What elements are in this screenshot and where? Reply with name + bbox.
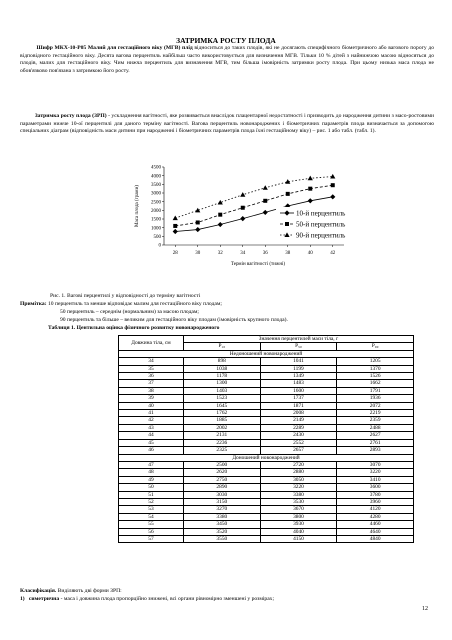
x-tick-label: 34 bbox=[240, 251, 246, 256]
table-row bbox=[119, 484, 414, 491]
x-tick-label: 40 bbox=[307, 251, 313, 256]
table-row bbox=[119, 395, 414, 402]
table-row bbox=[119, 439, 414, 446]
note-line-1 bbox=[20, 301, 222, 309]
cell-length: 47 bbox=[119, 461, 184, 468]
y-tick-label: 500 bbox=[153, 234, 161, 240]
group-term: Доношений новонароджений bbox=[119, 454, 414, 461]
cell-value: 1885 bbox=[184, 417, 261, 424]
cell-value: 3050 bbox=[260, 476, 337, 483]
table-row bbox=[119, 424, 414, 431]
paragraph-zrp bbox=[20, 113, 434, 136]
cell-value: 3380 bbox=[184, 513, 261, 520]
y-tick-label: 2500 bbox=[151, 200, 161, 206]
x-tick-label: 32 bbox=[217, 251, 223, 256]
cell-value: 3220 bbox=[260, 484, 337, 491]
data-point bbox=[173, 224, 177, 228]
table-row bbox=[119, 417, 414, 424]
table-row bbox=[119, 402, 414, 409]
cell-value: 3150 bbox=[184, 498, 261, 505]
classification-text: Виділяють дві форми ЗРП: bbox=[56, 588, 122, 594]
cell-value: 3450 bbox=[184, 521, 261, 528]
cell-value: 1762 bbox=[184, 410, 261, 417]
cell-value: 1483 bbox=[260, 380, 337, 387]
cell-value: 1737 bbox=[260, 395, 337, 402]
cell-length: 36 bbox=[119, 373, 184, 380]
cell-value: 2488 bbox=[337, 424, 414, 431]
table-row bbox=[119, 535, 414, 542]
cell-value: 3930 bbox=[260, 521, 337, 528]
cell-length: 53 bbox=[119, 506, 184, 513]
note-line-2: 50 перцентиль – середнім (нормальним) за масою плодам; bbox=[60, 309, 199, 315]
x-tick-label: 38 bbox=[285, 251, 291, 256]
y-tick-label: 4000 bbox=[151, 174, 161, 180]
zrp-text: - ускладнення вагітності, яке розвивається внаслідок плацентарної недостатності і призводить до народження дитини з масо-ростовими параметрами нижче 10-ої перцентилі для даного терміну вагітності. Вагова перцентиль новонароджених і біометричних параметрів плода визначається за допомогою спеціальних діаграм (відповідність маси дитини при народженні і біометричних параметрів плода їхні гестаційному віку) – рис. 1 або табл. (табл. 1). bbox=[20, 113, 434, 135]
cell-length: 39 bbox=[119, 395, 184, 402]
table-caption: Таблиця 1. Центильна оцінка фізичного розвитку новонародженого bbox=[48, 325, 220, 331]
legend-label: 90-й перцентиль bbox=[296, 231, 346, 240]
cell-value: 2620 bbox=[184, 469, 261, 476]
cell-value: 1600 bbox=[260, 387, 337, 394]
cell-value: 2072 bbox=[337, 402, 414, 409]
cell-value: 1403 bbox=[184, 387, 261, 394]
item-number: 1) bbox=[20, 596, 25, 602]
data-point bbox=[263, 199, 267, 203]
y-tick-label: 1500 bbox=[151, 217, 161, 223]
table-row bbox=[119, 498, 414, 505]
data-point bbox=[218, 222, 223, 227]
cell-value: 1199 bbox=[260, 365, 337, 372]
cell-value: 2002 bbox=[184, 424, 261, 431]
cell-value: 2890 bbox=[184, 484, 261, 491]
cell-value: 1349 bbox=[260, 373, 337, 380]
cell-value: 1041 bbox=[260, 358, 337, 365]
x-tick-label: 36 bbox=[262, 251, 268, 256]
cell-length: 56 bbox=[119, 528, 184, 535]
data-point bbox=[331, 183, 335, 187]
x-tick-label: 42 bbox=[330, 251, 336, 256]
data-point bbox=[240, 192, 245, 197]
table-row bbox=[119, 476, 414, 483]
col-header-length: Довжина тіла, см bbox=[119, 336, 184, 351]
cell-value: 2219 bbox=[337, 410, 414, 417]
table-row bbox=[119, 373, 414, 380]
cell-length: 42 bbox=[119, 417, 184, 424]
cell-length: 37 bbox=[119, 380, 184, 387]
data-point bbox=[308, 176, 313, 181]
y-tick-label: 2000 bbox=[151, 208, 161, 214]
cell-value: 3530 bbox=[260, 498, 337, 505]
cell-value: 2131 bbox=[184, 432, 261, 439]
x-tick-label: 28 bbox=[172, 251, 178, 256]
cell-value: 3800 bbox=[260, 513, 337, 520]
cell-length: 40 bbox=[119, 402, 184, 409]
legend-label: 50-й перцентиль bbox=[296, 220, 346, 229]
cell-value: 1645 bbox=[184, 402, 261, 409]
data-point bbox=[263, 185, 268, 190]
cell-length: 46 bbox=[119, 447, 184, 454]
table-row bbox=[119, 513, 414, 520]
zrp-term: Затримка росту плода (ЗРП) bbox=[34, 113, 107, 119]
col-header-values: Значення перцентилей маси тіла, г bbox=[184, 336, 414, 343]
table-row bbox=[119, 469, 414, 476]
cell-value: 4120 bbox=[337, 506, 414, 513]
note-text-1: 10 перцентиль та менше відповідає малим для гестаційного віку плодам; bbox=[46, 301, 222, 307]
cell-value: 2627 bbox=[337, 432, 414, 439]
cell-value: 4460 bbox=[337, 521, 414, 528]
note-line-3: 90 перцентиль та більше – великим для гестаційного віку плодам (імовірність крупного плода). bbox=[60, 317, 288, 323]
data-point bbox=[263, 210, 268, 215]
table-row bbox=[119, 447, 414, 454]
col-header-p50: P₅₀ bbox=[260, 343, 337, 350]
cell-value: 3520 bbox=[184, 528, 261, 535]
col-header-p10: P₁₀ bbox=[184, 343, 261, 350]
data-point bbox=[330, 194, 335, 199]
cell-value: 3220 bbox=[337, 469, 414, 476]
item-term: симетрична bbox=[28, 596, 60, 602]
page-number: 12 bbox=[422, 606, 428, 612]
y-axis-label: Маса плода (грами) bbox=[135, 185, 140, 227]
data-point bbox=[240, 216, 245, 221]
data-point bbox=[173, 216, 178, 221]
cell-value: 2430 bbox=[260, 432, 337, 439]
data-point bbox=[218, 213, 222, 217]
cell-value: 4040 bbox=[260, 528, 337, 535]
cell-value: 1936 bbox=[337, 395, 414, 402]
cell-value: 1178 bbox=[184, 373, 261, 380]
data-point bbox=[308, 187, 312, 191]
table-row bbox=[119, 358, 414, 365]
table-row bbox=[119, 521, 414, 528]
classification-line bbox=[20, 588, 122, 596]
data-point bbox=[173, 229, 178, 234]
note-label: Примітка: bbox=[20, 301, 47, 307]
table-row bbox=[119, 528, 414, 535]
y-tick-label: 3500 bbox=[151, 182, 161, 188]
table-row bbox=[119, 387, 414, 394]
y-tick-label: 4500 bbox=[151, 165, 161, 171]
cell-value: 2657 bbox=[260, 447, 337, 454]
chart-legend bbox=[276, 207, 348, 241]
x-axis-label: Термін вагітності (тижні) bbox=[230, 262, 286, 267]
data-point bbox=[286, 192, 290, 196]
col-header-p90: P₉₀ bbox=[337, 343, 414, 350]
cell-length: 51 bbox=[119, 491, 184, 498]
cell-value: 2289 bbox=[260, 424, 337, 431]
cell-value: 3960 bbox=[337, 498, 414, 505]
cell-value: 1205 bbox=[337, 358, 414, 365]
page-title: ЗАТРИМКА РОСТУ ПЛОДА bbox=[176, 36, 276, 45]
cell-value: 2236 bbox=[184, 439, 261, 446]
cell-value: 3780 bbox=[337, 491, 414, 498]
cell-value: 2500 bbox=[184, 461, 261, 468]
data-point bbox=[330, 174, 335, 179]
cell-length: 57 bbox=[119, 535, 184, 542]
mgv-term: Шифр МКХ-10-Р05 Малий для гестаційного віку (МГВ) плід bbox=[36, 45, 193, 51]
cell-value: 2750 bbox=[184, 476, 261, 483]
cell-length: 38 bbox=[119, 387, 184, 394]
cell-length: 55 bbox=[119, 521, 184, 528]
item-text: - маса і довжина плода пропорційно знижені, всі органи рівномірно зменшені у розмірах; bbox=[59, 596, 275, 602]
cell-value: 4150 bbox=[260, 535, 337, 542]
y-tick-label: 0 bbox=[158, 243, 161, 249]
cell-value: 2359 bbox=[337, 417, 414, 424]
paragraph-mgv bbox=[20, 45, 434, 75]
cell-value: 898 bbox=[184, 358, 261, 365]
cell-value: 4640 bbox=[337, 528, 414, 535]
cell-value: 2720 bbox=[260, 461, 337, 468]
cell-length: 43 bbox=[119, 424, 184, 431]
cell-value: 3550 bbox=[184, 535, 261, 542]
cell-length: 50 bbox=[119, 484, 184, 491]
cell-value: 1038 bbox=[184, 365, 261, 372]
cell-value: 3030 bbox=[184, 491, 261, 498]
cell-value: 4280 bbox=[337, 513, 414, 520]
y-tick-label: 1000 bbox=[151, 226, 161, 232]
cell-value: 1523 bbox=[184, 395, 261, 402]
cell-value: 2325 bbox=[184, 447, 261, 454]
cell-length: 41 bbox=[119, 410, 184, 417]
cell-value: 2880 bbox=[260, 469, 337, 476]
cell-value: 2893 bbox=[337, 447, 414, 454]
cell-value: 2149 bbox=[260, 417, 337, 424]
x-tick-label: 30 bbox=[195, 251, 201, 256]
cell-value: 3070 bbox=[337, 461, 414, 468]
percentile-table bbox=[118, 335, 414, 543]
data-point bbox=[195, 227, 200, 232]
cell-length: 35 bbox=[119, 365, 184, 372]
legend-label: 10-й перцентиль bbox=[296, 209, 346, 218]
classification-label: Класифікація. bbox=[20, 588, 57, 594]
cell-value: 2761 bbox=[337, 439, 414, 446]
cell-value: 1662 bbox=[337, 380, 414, 387]
table-row bbox=[119, 410, 414, 417]
cell-value: 1871 bbox=[260, 402, 337, 409]
y-tick-label: 3000 bbox=[151, 191, 161, 197]
table-row bbox=[119, 491, 414, 498]
cell-value: 1791 bbox=[337, 387, 414, 394]
cell-value: 1300 bbox=[184, 380, 261, 387]
table-row bbox=[119, 365, 414, 372]
cell-value: 2552 bbox=[260, 439, 337, 446]
cell-value: 3410 bbox=[337, 476, 414, 483]
mgv-text: відноситься до таких плодів, які не досягають специфічного біометричного або вагового порогу до відповідного гестаційного віку. Десята вагова перцентиль найбільш часто використовується для визначення МГВ. Тільки 10 % дітей з найнижчою масою відносяться до плодів, малих для гестаційного віку. Чим нижча перцентиль для визначення МГВ, тим більша імовірність затримки росту плода. При цьому низька маса плода не обов'язково пов'язана з затримкою його росту. bbox=[20, 45, 434, 74]
table-row bbox=[119, 461, 414, 468]
table-row bbox=[119, 506, 414, 513]
data-point bbox=[241, 206, 245, 210]
table-row bbox=[119, 432, 414, 439]
cell-length: 48 bbox=[119, 469, 184, 476]
legend-marker bbox=[285, 222, 289, 226]
cell-value: 2008 bbox=[260, 410, 337, 417]
data-point bbox=[308, 198, 313, 203]
cell-value: 3380 bbox=[260, 491, 337, 498]
cell-value: 3270 bbox=[184, 506, 261, 513]
cell-value: 1370 bbox=[337, 365, 414, 372]
cell-length: 45 bbox=[119, 439, 184, 446]
cell-length: 49 bbox=[119, 476, 184, 483]
table-row bbox=[119, 380, 414, 387]
classification-item-1 bbox=[20, 596, 274, 604]
cell-length: 34 bbox=[119, 358, 184, 365]
cell-value: 3670 bbox=[260, 506, 337, 513]
group-preterm: Недоношений новонароджений bbox=[119, 350, 414, 357]
percentile-chart bbox=[130, 165, 350, 275]
figure-caption: Рис. 1. Вагові перцентилі у відповідності до терміну вагітності bbox=[50, 293, 201, 299]
cell-length: 44 bbox=[119, 432, 184, 439]
cell-value: 1526 bbox=[337, 373, 414, 380]
cell-length: 52 bbox=[119, 498, 184, 505]
data-point bbox=[196, 220, 200, 224]
cell-length: 54 bbox=[119, 513, 184, 520]
cell-value: 4840 bbox=[337, 535, 414, 542]
cell-value: 3600 bbox=[337, 484, 414, 491]
